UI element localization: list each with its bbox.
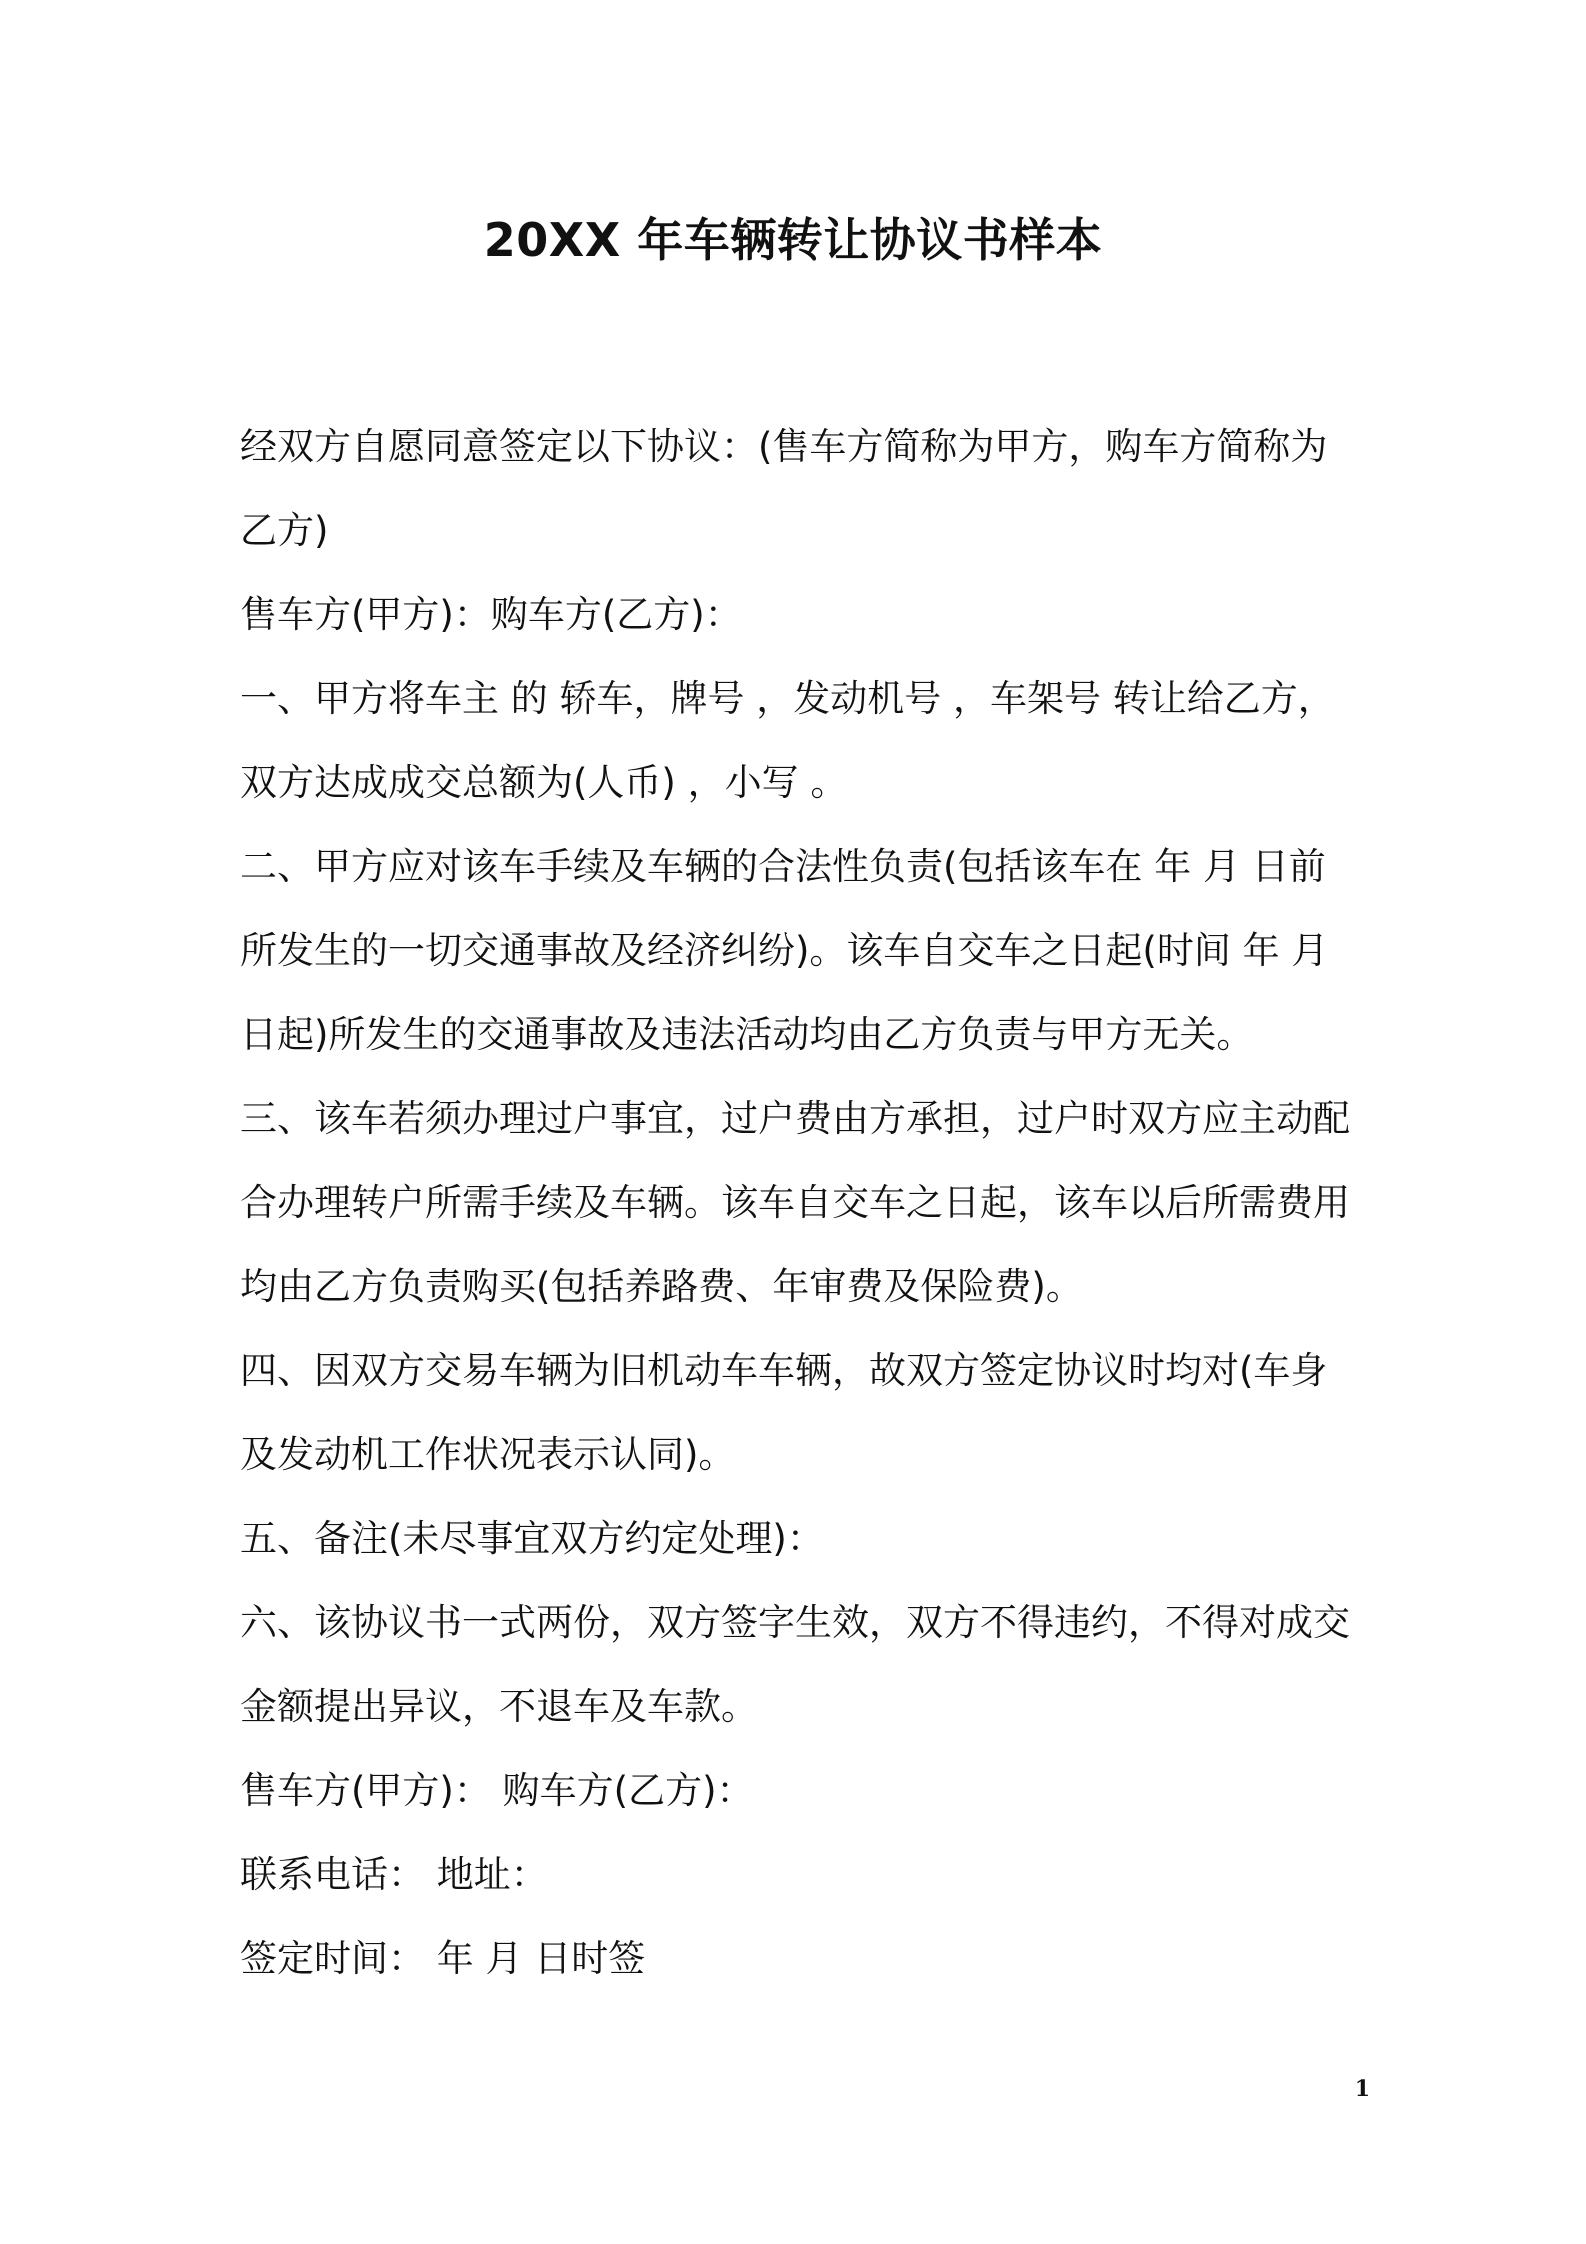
body-line: 日起)所发生的交通事故及违法活动均由乙方负责与甲方无关。 (240, 1013, 1254, 1056)
body-line: 双方达成成交总额为(人币) ，小写 。 (240, 761, 848, 804)
body-line: 售车方(甲方)：购车方(乙方)： (240, 593, 742, 636)
body-line: 一、甲方将车主 的 轿车，牌号 ，发动机号 ，车架号 转让给乙方， (240, 677, 1335, 720)
body-line: 所发生的一切交通事故及经济纠纷)。该车自交车之日起(时间 年 月 (240, 929, 1329, 972)
body-line: 六、该协议书一式两份，双方签字生效，双方不得违约，不得对成交 (240, 1601, 1350, 1644)
body-line: 三、该车若须办理过户事宜，过户费由方承担，过户时双方应主动配 (240, 1097, 1350, 1140)
document-body (240, 405, 1360, 2001)
body-line: 四、因双方交易车辆为旧机动车车辆，故双方签定协议时均对(车身 (240, 1349, 1328, 1392)
body-line: 签定时间： 年 月 日时签 (240, 1937, 646, 1980)
body-line: 经双方自愿同意签定以下协议：(售车方简称为甲方，购车方简称为 (240, 425, 1328, 468)
page-number: 1 (1354, 2076, 1370, 2102)
body-line: 金额提出异议，不退车及车款。 (240, 1685, 758, 1728)
document-title: 20XX 年车辆转让协议书样本 (483, 213, 1103, 267)
body-line: 及发动机工作状况表示认同)。 (240, 1433, 736, 1476)
body-line: 合办理转户所需手续及车辆。该车自交车之日起，该车以后所需费用 (240, 1181, 1350, 1224)
body-line: 售车方(甲方)： 购车方(乙方)： (240, 1769, 754, 1812)
body-line: 二、甲方应对该车手续及车辆的合法性负责(包括该车在 年 月 日前 (240, 845, 1326, 888)
body-line: 均由乙方负责购买(包括养路费、年审费及保险费)。 (240, 1265, 1083, 1308)
body-line: 五、备注(未尽事宜双方约定处理)： (240, 1517, 824, 1560)
body-line: 乙方) (240, 509, 329, 552)
body-line: 联系电话： 地址： (240, 1853, 548, 1896)
